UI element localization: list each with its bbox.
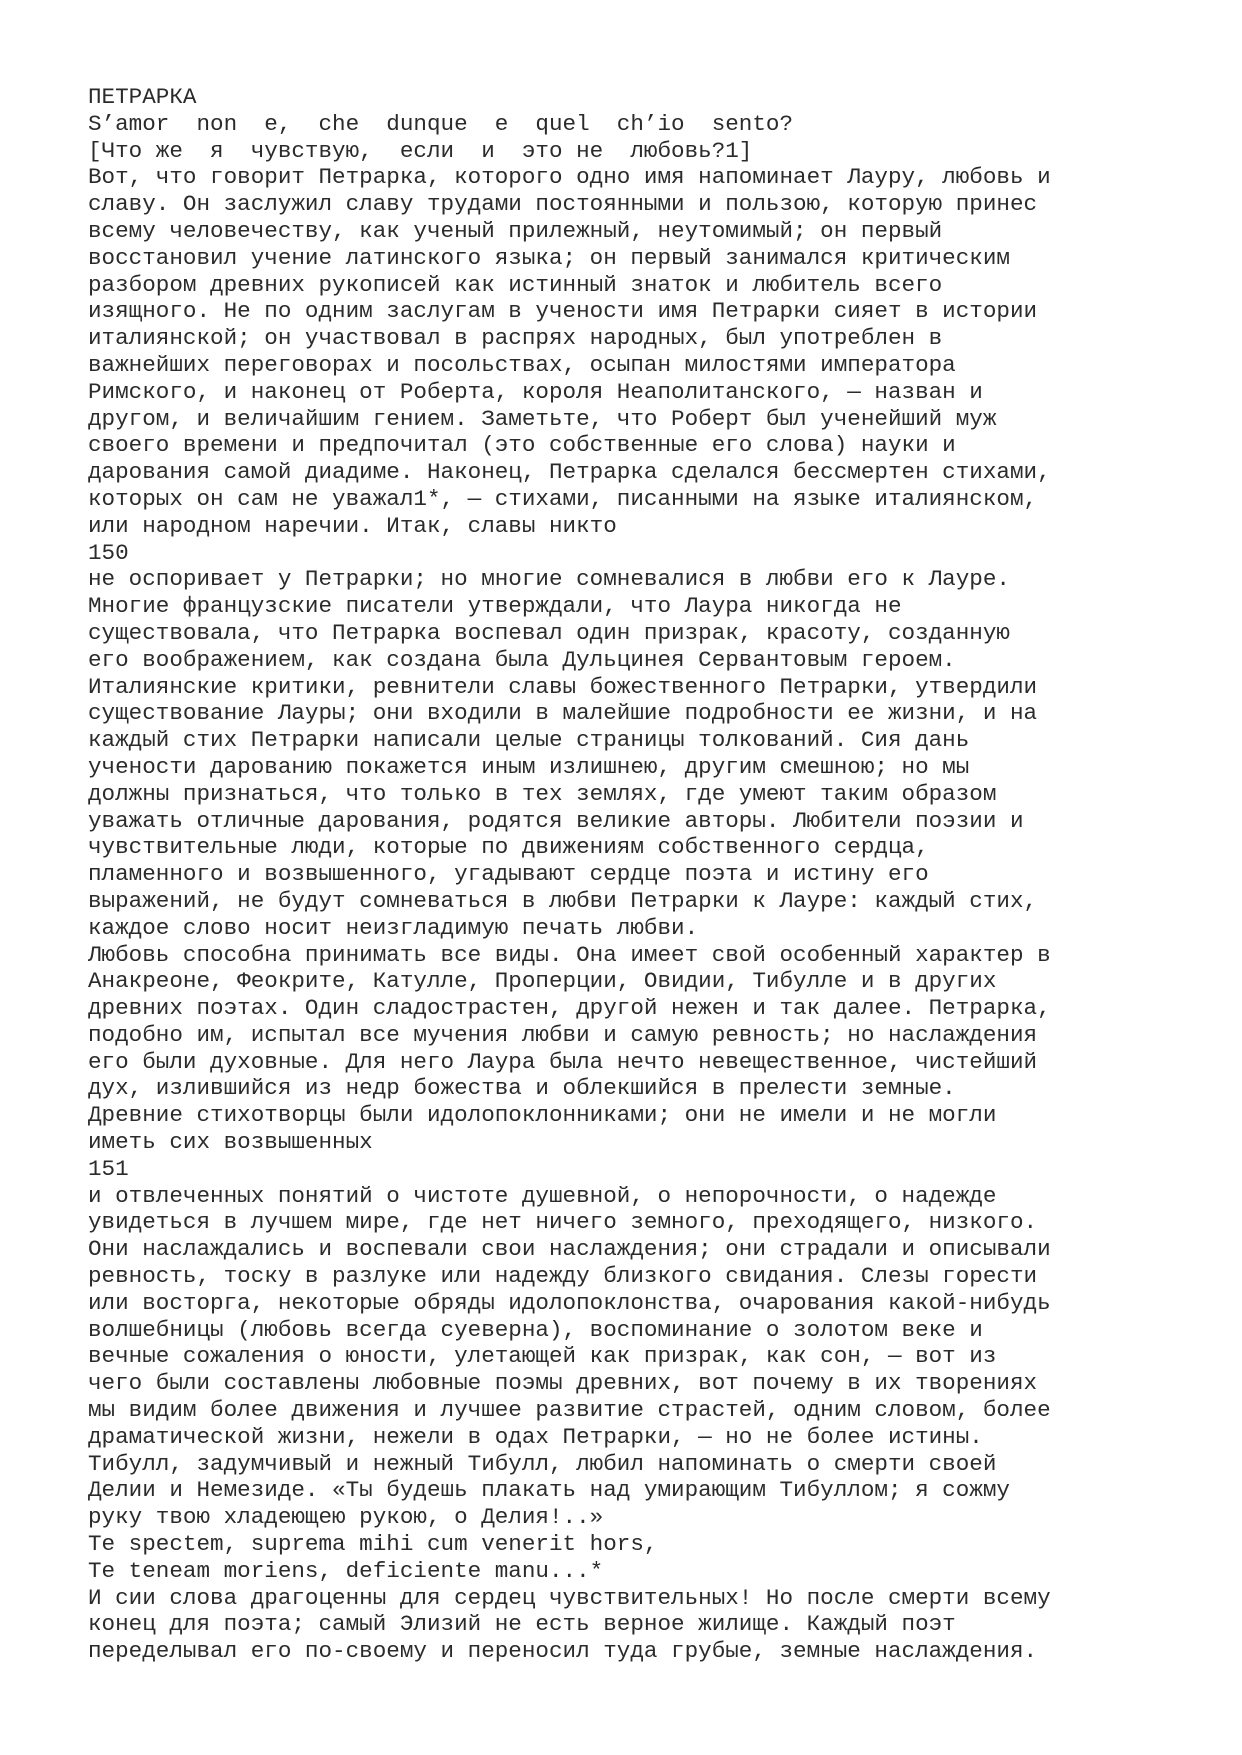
text-line: изящного. Не по одним заслугам в учености имя Петрарки сияет в истории (88, 298, 1038, 325)
text-line: дарования самой диадиме. Наконец, Петрарка сделался бессмертен стихами, (88, 459, 1051, 486)
text-line: которых он сам не уважал1*, — стихами, писанными на языке италиянском, (88, 485, 1038, 512)
text-line: или народном наречии. Итак, славы никто (88, 512, 617, 539)
text-line: его воображением, как создана была Дульцинея Сервантовым героем. (88, 646, 956, 673)
text-line: не оспоривает у Петрарки; но многие сомневалися в любви его к Лауре. (88, 566, 1010, 593)
text-line: существовала, что Петрарка воспевал один призрак, красоту, созданную (88, 619, 1010, 646)
text-line: учености дарованию покажется иным излишнею, другим смешною; но мы (88, 753, 970, 780)
text-line: мы видим более движения и лучшее развитие страстей, одним словом, более (88, 1397, 1051, 1424)
text-line: древних поэтах. Один сладострастен, другой нежен и так далее. Петрарка, (88, 995, 1051, 1022)
text-line: Римского, и наконец от Роберта, короля Неаполитанского, — назван и (88, 378, 983, 405)
text-line: Вот, что говорит Петрарка, которого одно имя напоминает Лауру, любовь и (88, 164, 1051, 191)
text-line: уважать отличные дарования, родятся великие авторы. Любители поэзии и (88, 807, 1024, 834)
text-line: Делии и Немезиде. «Ты будешь плакать над умирающим Тибуллом; я сожму (88, 1477, 1010, 1504)
text-line: всему человечеству, как ученый прилежный, неутомимый; он первый (88, 217, 943, 244)
text-line: или восторга, некоторые обряды идолопоклонства, очарования какой-нибудь (88, 1289, 1051, 1316)
text-line: выражений, не будут сомневаться в любви Петрарки к Лауре: каждый стих, (88, 887, 1038, 914)
text-line: И сии слова драгоценны для сердец чувствительных! Но после смерти всему (88, 1584, 1051, 1611)
text-line: увидеться в лучшем мире, где нет ничего земного, преходящего, низкого. (88, 1209, 1038, 1236)
text-line: важнейших переговорах и посольствах, осыпан милостями императора (88, 351, 956, 378)
text-line: переделывал его по-своему и переносил туда грубые, земные наслаждения. (88, 1638, 1038, 1665)
text-line: Они наслаждались и воспевали свои наслаждения; они страдали и описывали (88, 1236, 1051, 1263)
text-line: [Что же я чувствую, если и это не любовь?1] (88, 137, 753, 164)
text-line: славу. Он заслужил славу трудами постоянными и пользою, которую принес (88, 191, 1038, 218)
text-line: Te spectem, suprema mihi cum venerit hors, (88, 1531, 658, 1558)
text-line: разбором древних рукописей как истинный знаток и любитель всего (88, 271, 943, 298)
page-number: 150 (88, 539, 129, 566)
text-line: волшебницы (любовь всегда суеверна), воспоминание о золотом веке и (88, 1316, 983, 1343)
text-line: другом, и величайшим гением. Заметьте, что Роберт был ученейший муж (88, 405, 997, 432)
text-line: подобно им, испытал все мучения любви и самую ревность; но наслаждения (88, 1021, 1038, 1048)
text-line: Te teneam moriens, deficiente manu...* (88, 1557, 604, 1584)
text-line: драматической жизни, нежели в одах Петрарки, — но не более истины. (88, 1423, 983, 1450)
text-line: дух, излившийся из недр божества и облекшийся в прелести земные. (88, 1075, 956, 1102)
text-line: италиянской; он участвовал в распрях народных, был употреблен в (88, 325, 943, 352)
text-line: Анакреоне, Феокрите, Катулле, Проперции, Овидии, Тибулле и в других (88, 968, 997, 995)
text-line: Древние стихотворцы были идолопоклонниками; они не имели и не могли (88, 1102, 997, 1129)
text-line: конец для поэта; самый Элизий не есть верное жилище. Каждый поэт (88, 1611, 956, 1638)
text-line: каждое слово носит неизгладимую печать любви. (88, 914, 699, 941)
text-line: чувствительные люди, которые по движениям собственного сердца, (88, 834, 929, 861)
text-line: Любовь способна принимать все виды. Она имеет свой особенный характер в (88, 941, 1051, 968)
text-line: и отвлеченных понятий о чистоте душевной, о непорочности, о надежде (88, 1182, 997, 1209)
document-title: ПЕТРАРКА (88, 84, 197, 110)
text-line: его были духовные. Для него Лаура была нечто невещественное, чистейший (88, 1048, 1038, 1075)
text-line: своего времени и предпочитал (это собственные его слова) науки и (88, 432, 956, 459)
document-page (88, 84, 1228, 1665)
text-line: руку твою хладеющею рукою, о Делия!..» (88, 1504, 604, 1531)
text-line: S’amor non e, che dunque e quel ch’io sento? (88, 110, 794, 137)
text-line: Тибулл, задумчивый и нежный Тибулл, любил напоминать о смерти своей (88, 1450, 997, 1477)
text-line: восстановил учение латинского языка; он первый занимался критическим (88, 244, 1010, 271)
text-line: Многие французские писатели утверждали, что Лаура никогда не (88, 593, 902, 620)
text-line: ревность, тоску в разлуке или надежду близкого свидания. Слезы горести (88, 1263, 1038, 1290)
text-line: Италиянские критики, ревнители славы божественного Петрарки, утвердили (88, 673, 1038, 700)
text-line: иметь сих возвышенных (88, 1129, 373, 1156)
text-line: вечные сожаления о юности, улетающей как призрак, как сон, — вот из (88, 1343, 997, 1370)
page-number: 151 (88, 1155, 129, 1182)
text-line: каждый стих Петрарки написали целые страницы толкований. Сия дань (88, 727, 970, 754)
text-line: существование Лауры; они входили в малейшие подробности ее жизни, и на (88, 700, 1038, 727)
text-line: должны признаться, что только в тех землях, где умеют таким образом (88, 780, 997, 807)
text-line: пламенного и возвышенного, угадывают сердце поэта и истину его (88, 861, 929, 888)
text-line: чего были составлены любовные поэмы древних, вот почему в их творениях (88, 1370, 1038, 1397)
